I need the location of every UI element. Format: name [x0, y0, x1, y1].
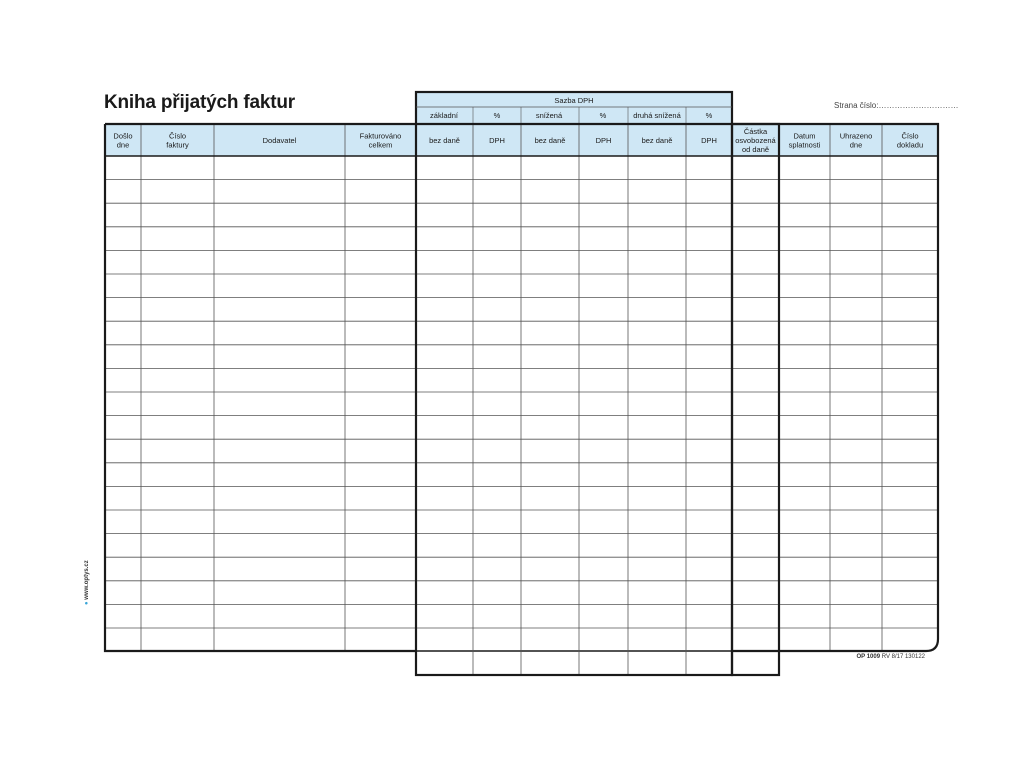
rate-label: % [599, 111, 607, 120]
form-code-number: OP 1009 [856, 654, 881, 660]
document-title: Kniha přijatých faktur [104, 92, 295, 113]
column-header-label: splatnosti [788, 140, 821, 150]
column-header-label: dokladu [896, 140, 924, 150]
column-header-label: Došlo [113, 131, 133, 141]
rate-label: základní [430, 111, 458, 120]
column-header-label: bez daně [641, 136, 673, 145]
column-header-label: DPH [701, 136, 717, 145]
rate-label: druhá snížená [633, 111, 681, 120]
column-header-label: Číslo [168, 131, 187, 141]
publisher-url-text: www.optys.cz [84, 560, 90, 600]
column-header-label: Dodavatel [262, 136, 297, 145]
column-header-label: od daně [741, 145, 770, 154]
dot-icon: ● [84, 601, 90, 605]
column-header-label: dne [849, 140, 863, 150]
column-header-label: osvobozená [735, 136, 776, 145]
column-header-label: DPH [489, 136, 505, 145]
column-header-label: Fakturováno [359, 131, 402, 141]
form-code-version: RV 8/17 130122 [881, 654, 925, 660]
column-header-label: DPH [595, 136, 612, 145]
group-header-label: Sazba DPH [554, 96, 594, 105]
column-header-label: Číslo [901, 131, 919, 141]
column-header-label: Datum [793, 131, 816, 141]
column-header-label: celkem [368, 140, 393, 150]
rate-labels-fill [416, 107, 732, 124]
rate-label: snížená [535, 111, 563, 120]
rate-label: % [705, 111, 713, 120]
column-header-label: bez daně [429, 136, 460, 145]
page-number-dots: ………………………… [878, 101, 959, 110]
column-header-label: dne [116, 140, 130, 150]
page-number-label: Strana číslo: [834, 101, 879, 110]
column-header-label: Částka [743, 127, 768, 136]
column-header-label: Uhrazeno [839, 131, 873, 141]
exempt-column-frame [732, 124, 779, 675]
rate-label: % [493, 111, 501, 120]
column-header-label: bez daně [534, 136, 566, 145]
column-header-label: faktury [166, 140, 189, 150]
